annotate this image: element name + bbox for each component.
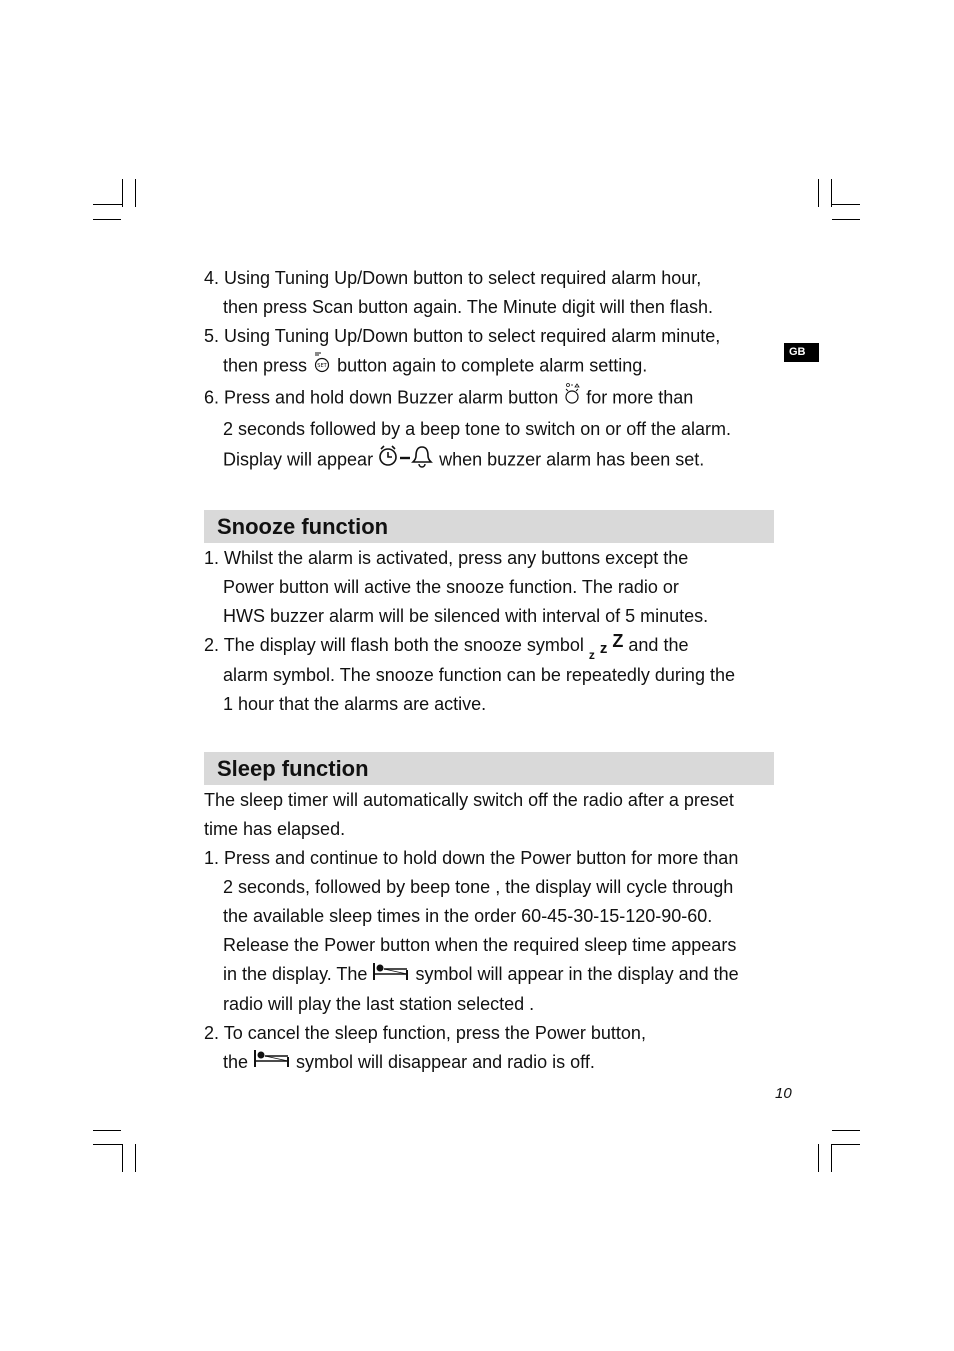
crop-mark <box>122 179 123 207</box>
sleep-item-1-line-2: 2 seconds, followed by beep tone , the display will cycle through <box>223 876 734 897</box>
text-segment: symbol will appear in the display and the <box>410 963 739 984</box>
crop-mark <box>832 204 860 205</box>
sleep-item-1-line-4: Release the Power button when the required sleep time appears <box>223 934 737 955</box>
snooze-zzz-icon <box>589 632 624 661</box>
text-segment: when buzzer alarm has been set. <box>434 449 705 470</box>
snooze-section-heading: Snooze function <box>204 510 774 543</box>
sleep-item-1-line-6: radio will play the last station selected . <box>223 993 535 1014</box>
crop-mark <box>831 1144 832 1172</box>
crop-mark <box>93 1130 121 1131</box>
alarm-step-5-line-2 <box>204 351 774 382</box>
buzzer-alarm-button-icon <box>563 382 581 415</box>
alarm-step-4-line-2: then press Scan button again. The Minute digit will then flash. <box>223 297 713 317</box>
svg-text:SET: SET <box>317 363 327 369</box>
sleep-intro-line-1: The sleep timer will automatically switch off the radio after a preset <box>204 789 734 810</box>
crop-mark <box>93 1144 122 1145</box>
crop-mark <box>832 219 860 220</box>
snooze-item-1-line-1: 1. Whilst the alarm is activated, press any buttons except the <box>204 548 689 568</box>
snooze-z-large: Z <box>612 630 624 651</box>
text-segment: in the display. The <box>223 963 373 984</box>
alarm-step-6-line-2: 2 seconds followed by a beep tone to switch on or off the alarm. <box>223 419 731 439</box>
crop-mark <box>831 179 832 207</box>
language-badge: GB <box>784 343 819 362</box>
alarm-set-button-icon <box>312 351 332 382</box>
crop-mark <box>818 179 819 207</box>
sleep-item-1-line-5 <box>204 960 774 990</box>
crop-mark <box>832 1144 860 1145</box>
crop-mark <box>135 179 136 207</box>
sleep-item-2-line-2 <box>204 1048 774 1078</box>
snooze-item-1-line-2: Power button will active the snooze function. The radio or <box>223 577 679 597</box>
sleep-item-2-line-1: 2. To cancel the sleep function, press the Power button, <box>204 1022 646 1043</box>
page-number: 10 <box>775 1085 792 1102</box>
alarm-clock-bell-icon <box>378 444 434 477</box>
snooze-item-2-line-1 <box>204 631 774 661</box>
alarm-step-5-line-1: 5. Using Tuning Up/Down button to select required alarm minute, <box>204 326 721 346</box>
text-segment: symbol will disappear and radio is off. <box>291 1051 595 1072</box>
text-segment: button again to complete alarm setting. <box>332 355 648 376</box>
crop-mark <box>93 204 122 205</box>
text-segment: Display will appear <box>223 449 379 470</box>
sleep-bed-icon <box>372 961 410 990</box>
sleep-item-1-line-1: 1. Press and continue to hold down the Power button for more than <box>204 847 739 868</box>
snooze-item-2-line-2: alarm symbol. The snooze function can be repeatedly during the <box>223 664 735 685</box>
sleep-item-1-line-3: the available sleep times in the order 60-45-30-15-120-90-60. <box>223 905 713 926</box>
snooze-item-1-line-3: HWS buzzer alarm will be silenced with interval of 5 minutes. <box>223 606 709 626</box>
snooze-z-medium: z <box>599 639 608 657</box>
crop-mark <box>818 1144 819 1172</box>
sleep-intro-line-2: time has elapsed. <box>204 818 346 839</box>
text-segment: the <box>223 1051 254 1072</box>
text-segment: 6. Press and hold down Buzzer alarm button <box>204 387 564 408</box>
snooze-item-2-line-3: 1 hour that the alarms are active. <box>223 693 487 714</box>
text-segment: then press <box>223 355 313 376</box>
alarm-step-4-line-1: 4. Using Tuning Up/Down button to select required alarm hour, <box>204 268 702 288</box>
text-segment: and the <box>623 635 689 655</box>
crop-mark <box>93 219 121 220</box>
crop-mark <box>832 1130 860 1131</box>
sleep-section-heading: Sleep function <box>204 752 774 785</box>
text-segment: 2. The display will flash both the snooze symbol <box>204 635 589 655</box>
crop-mark <box>122 1144 123 1172</box>
alarm-step-6-line-3 <box>204 444 774 477</box>
sleep-bed-icon <box>253 1048 291 1077</box>
snooze-z-small: z <box>588 647 595 662</box>
text-segment: for more than <box>581 387 694 408</box>
manual-content <box>204 264 774 1077</box>
alarm-step-6-line-1 <box>204 382 774 415</box>
crop-mark <box>135 1144 136 1172</box>
